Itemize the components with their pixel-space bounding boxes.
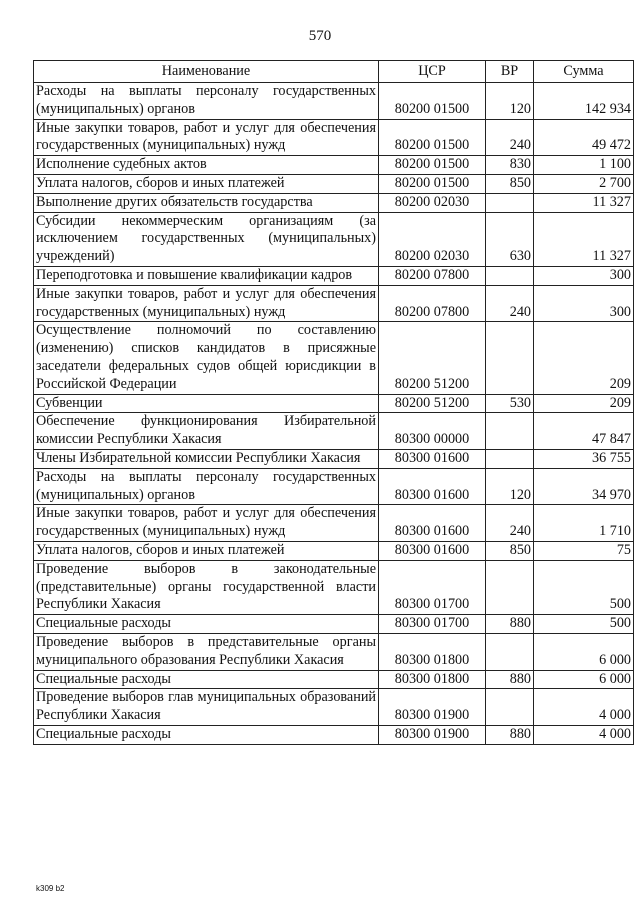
cell-vr: [486, 266, 534, 285]
cell-sum: 6 000: [534, 633, 634, 670]
table-row: [34, 560, 634, 614]
cell-sum: 209: [534, 322, 634, 394]
table-body: [34, 83, 634, 745]
cell-csr: 80200 01500: [379, 174, 486, 193]
cell-csr: 80300 01900: [379, 689, 486, 726]
cell-name: Уплата налогов, сборов и иных платежей: [34, 174, 379, 193]
cell-csr: 80300 01800: [379, 633, 486, 670]
cell-vr: 880: [486, 670, 534, 689]
cell-vr: 120: [486, 468, 534, 505]
cell-vr: 240: [486, 119, 534, 156]
cell-vr: [486, 322, 534, 394]
cell-name: Члены Избирательной комиссии Республики Хакасия: [34, 449, 379, 468]
cell-csr: 80300 01600: [379, 505, 486, 542]
table-row: [34, 119, 634, 156]
cell-sum: 300: [534, 266, 634, 285]
cell-csr: 80200 02030: [379, 193, 486, 212]
cell-sum: 6 000: [534, 670, 634, 689]
cell-vr: 240: [486, 505, 534, 542]
cell-sum: 2 700: [534, 174, 634, 193]
table-header-row: [34, 61, 634, 83]
header-vr: ВР: [486, 61, 534, 83]
cell-vr: [486, 193, 534, 212]
table-row: [34, 505, 634, 542]
cell-sum: 300: [534, 285, 634, 322]
table-row: [34, 394, 634, 413]
cell-sum: 47 847: [534, 413, 634, 450]
cell-name: Специальные расходы: [34, 615, 379, 634]
cell-name: Иные закупки товаров, работ и услуг для обеспечения государственных (муниципальных) нужд: [34, 505, 379, 542]
table-row: [34, 468, 634, 505]
cell-sum: 34 970: [534, 468, 634, 505]
table-row: [34, 266, 634, 285]
cell-name: Проведение выборов в законодательные (представительные) органы государственной власти Республики Хакасия: [34, 560, 379, 614]
cell-vr: [486, 633, 534, 670]
table-row: [34, 212, 634, 266]
cell-name: Специальные расходы: [34, 725, 379, 744]
cell-vr: 120: [486, 83, 534, 120]
cell-csr: 80300 00000: [379, 413, 486, 450]
table-row: [34, 193, 634, 212]
cell-csr: 80300 01600: [379, 449, 486, 468]
table-row: [34, 413, 634, 450]
cell-csr: 80200 01500: [379, 83, 486, 120]
header-csr: ЦСР: [379, 61, 486, 83]
header-sum: Сумма: [534, 61, 634, 83]
table-row: [34, 615, 634, 634]
cell-csr: 80200 51200: [379, 394, 486, 413]
cell-name: Переподготовка и повышение квалификации кадров: [34, 266, 379, 285]
table-row: [34, 689, 634, 726]
budget-table: [33, 60, 634, 745]
cell-name: Уплата налогов, сборов и иных платежей: [34, 541, 379, 560]
cell-sum: 4 000: [534, 725, 634, 744]
cell-csr: 80200 07800: [379, 266, 486, 285]
cell-name: Выполнение других обязательств государства: [34, 193, 379, 212]
table-row: [34, 449, 634, 468]
cell-name: Осуществление полномочий по составлению (изменению) списков кандидатов в присяжные заседатели федеральных судов общей юрисдикции в Российской Федерации: [34, 322, 379, 394]
cell-name: Иные закупки товаров, работ и услуг для обеспечения государственных (муниципальных) нужд: [34, 119, 379, 156]
cell-name: Иные закупки товаров, работ и услуг для обеспечения государственных (муниципальных) нужд: [34, 285, 379, 322]
cell-name: Субсидии некоммерческим организациям (за исключением государственных (муниципальных) учреждений): [34, 212, 379, 266]
cell-sum: 75: [534, 541, 634, 560]
cell-sum: 11 327: [534, 193, 634, 212]
cell-vr: [486, 413, 534, 450]
cell-sum: 4 000: [534, 689, 634, 726]
cell-csr: 80300 01600: [379, 541, 486, 560]
table-row: [34, 322, 634, 394]
header-name: Наименование: [34, 61, 379, 83]
table-row: [34, 541, 634, 560]
cell-vr: 530: [486, 394, 534, 413]
table-row: [34, 174, 634, 193]
cell-vr: 630: [486, 212, 534, 266]
cell-name: Расходы на выплаты персоналу государственных (муниципальных) органов: [34, 468, 379, 505]
footer-code: k309 b2: [36, 884, 65, 893]
cell-csr: 80300 01700: [379, 560, 486, 614]
cell-csr: 80200 02030: [379, 212, 486, 266]
table-row: [34, 156, 634, 175]
cell-csr: 80200 01500: [379, 119, 486, 156]
cell-vr: 850: [486, 174, 534, 193]
cell-sum: 11 327: [534, 212, 634, 266]
cell-vr: 830: [486, 156, 534, 175]
cell-sum: 500: [534, 560, 634, 614]
cell-sum: 209: [534, 394, 634, 413]
table-row: [34, 285, 634, 322]
cell-name: Специальные расходы: [34, 670, 379, 689]
cell-sum: 142 934: [534, 83, 634, 120]
cell-vr: [486, 560, 534, 614]
cell-csr: 80300 01700: [379, 615, 486, 634]
cell-csr: 80200 07800: [379, 285, 486, 322]
cell-name: Исполнение судебных актов: [34, 156, 379, 175]
cell-name: Субвенции: [34, 394, 379, 413]
cell-sum: 1 100: [534, 156, 634, 175]
cell-vr: [486, 449, 534, 468]
cell-name: Расходы на выплаты персоналу государственных (муниципальных) органов: [34, 83, 379, 120]
table-row: [34, 633, 634, 670]
table-row: [34, 725, 634, 744]
cell-csr: 80200 01500: [379, 156, 486, 175]
cell-sum: 500: [534, 615, 634, 634]
cell-vr: 240: [486, 285, 534, 322]
cell-vr: 880: [486, 615, 534, 634]
cell-vr: 880: [486, 725, 534, 744]
cell-csr: 80300 01600: [379, 468, 486, 505]
cell-name: Обеспечение функционирования Избирательной комиссии Республики Хакасия: [34, 413, 379, 450]
cell-sum: 1 710: [534, 505, 634, 542]
table-row: [34, 670, 634, 689]
cell-sum: 49 472: [534, 119, 634, 156]
page-number: 570: [308, 28, 332, 44]
cell-csr: 80300 01900: [379, 725, 486, 744]
cell-vr: 850: [486, 541, 534, 560]
cell-name: Проведение выборов в представительные органы муниципального образования Республики Хакасия: [34, 633, 379, 670]
cell-sum: 36 755: [534, 449, 634, 468]
cell-vr: [486, 689, 534, 726]
cell-csr: 80300 01800: [379, 670, 486, 689]
table-row: [34, 83, 634, 120]
cell-name: Проведение выборов глав муниципальных образований Республики Хакасия: [34, 689, 379, 726]
cell-csr: 80200 51200: [379, 322, 486, 394]
